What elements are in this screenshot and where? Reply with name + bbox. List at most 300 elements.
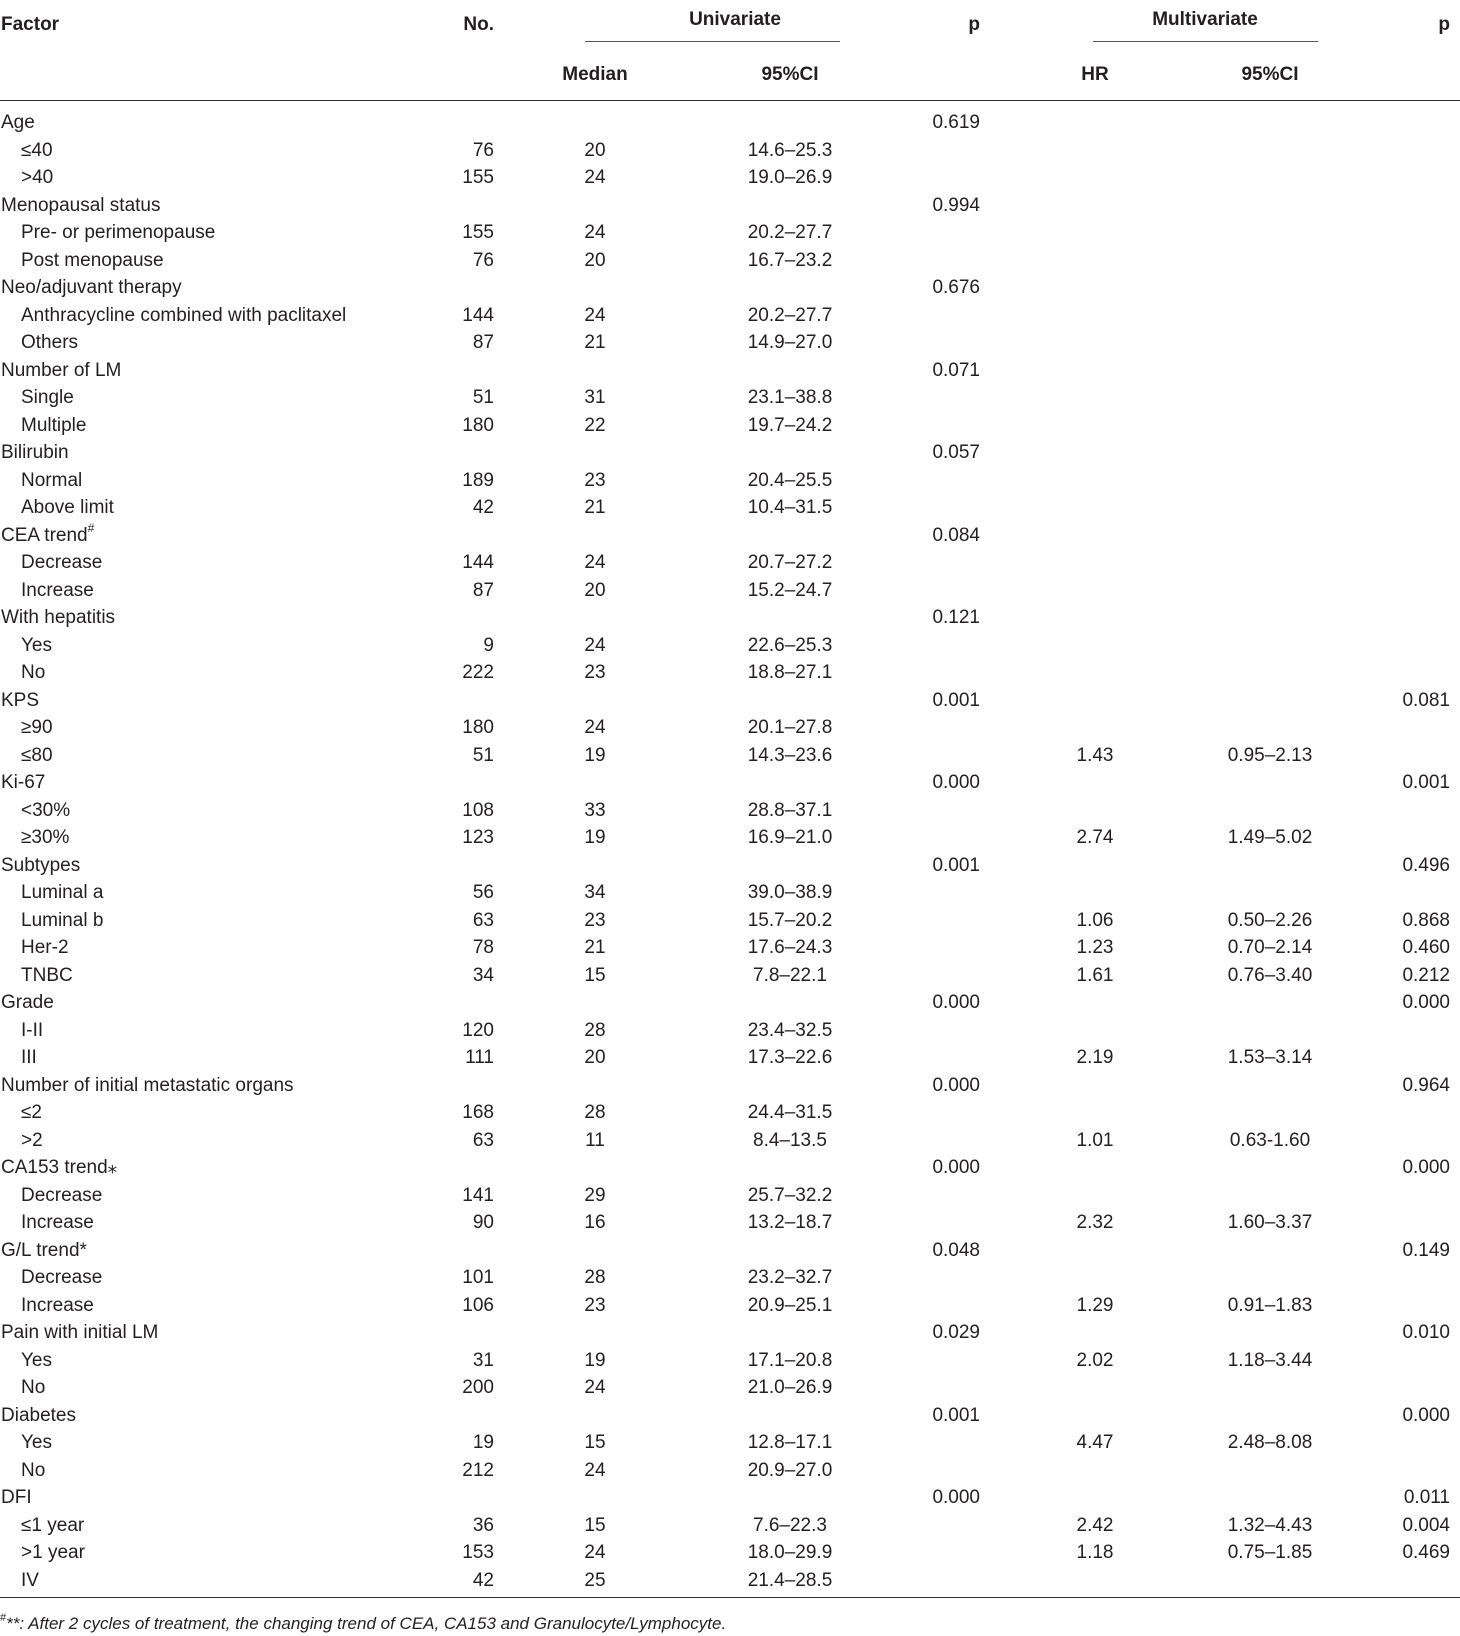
row-count [430, 1127, 540, 1155]
row-factor-text: Pre- or perimenopause [21, 222, 216, 243]
row-count [430, 577, 540, 605]
row-ci-univariate-text: 14.3–23.6 [747, 744, 833, 766]
row-hr-text: 1.23 [1076, 937, 1114, 958]
row-factor [0, 384, 430, 412]
row-ci-multivariate-text: 0.95–2.13 [1227, 744, 1313, 766]
row-p-multivariate-text: 0.001 [1402, 772, 1450, 793]
row-factor-text: CA153 trend⁎ [1, 1157, 118, 1178]
row-ci-multivariate [1150, 1292, 1350, 1320]
row-ci-univariate [650, 1457, 880, 1485]
row-factor-text: Normal [21, 469, 83, 491]
row-p-multivariate [1350, 714, 1460, 742]
row-p-multivariate [1350, 219, 1460, 247]
row-median [540, 412, 650, 440]
row-hr-text: 1.29 [1076, 1294, 1114, 1316]
row-hr [1040, 769, 1150, 797]
row-hr-text: 2.74 [1076, 827, 1114, 848]
univariate-rule [585, 41, 840, 42]
row-factor-text: DFI [1, 1487, 32, 1508]
row-hr [1040, 192, 1150, 220]
row-median-text: 33 [584, 799, 606, 821]
row-ci-univariate-text: 21.4–28.5 [747, 1569, 833, 1591]
row-count [430, 274, 540, 302]
row-ci-univariate [650, 137, 880, 165]
row-p-multivariate [1350, 357, 1460, 385]
row-p-multivariate-text: 0.004 [1402, 1514, 1450, 1536]
row-p-multivariate [1350, 1347, 1460, 1375]
row-count [430, 1457, 540, 1485]
row-p-univariate [880, 1072, 1040, 1100]
row-hr [1040, 357, 1150, 385]
row-ci-univariate [650, 467, 880, 495]
row-count [430, 769, 540, 797]
row-count [430, 357, 540, 385]
row-count-text: 42 [472, 1569, 494, 1591]
row-factor-text: Neo/adjuvant therapy [1, 277, 182, 298]
row-ci-univariate [650, 742, 880, 770]
row-median [540, 101, 650, 137]
row-ci-multivariate-text: 1.60–3.37 [1227, 1212, 1313, 1233]
row-ci-multivariate [1150, 1182, 1350, 1210]
row-median [540, 1237, 650, 1265]
row-ci-univariate-text: 15.2–24.7 [747, 579, 833, 601]
row-ci-univariate-text: 20.1–27.8 [747, 717, 833, 738]
row-p-univariate [880, 329, 1040, 357]
row-ci-univariate-text: 7.6–22.3 [753, 1514, 827, 1536]
row-ci-multivariate [1150, 467, 1350, 495]
table-row [0, 274, 1460, 302]
row-hr [1040, 384, 1150, 412]
row-ci-univariate [650, 357, 880, 385]
row-factor [0, 1457, 430, 1485]
row-count-text: 51 [472, 744, 494, 766]
row-median [540, 329, 650, 357]
row-ci-multivariate [1150, 192, 1350, 220]
row-p-univariate [880, 1264, 1040, 1292]
row-median [540, 1072, 650, 1100]
row-factor [0, 1154, 430, 1182]
row-ci-multivariate [1150, 659, 1350, 687]
row-factor-text: Luminal a [21, 882, 104, 903]
row-factor-text: >1 year [21, 1542, 85, 1563]
row-ci-multivariate [1150, 934, 1350, 962]
row-p-multivariate [1350, 1512, 1460, 1540]
row-ci-univariate [650, 1209, 880, 1237]
row-count-text: 180 [462, 717, 494, 738]
row-factor [0, 907, 430, 935]
row-factor-text: With hepatitis [1, 607, 116, 628]
header-hr: HR [1081, 64, 1109, 85]
row-ci-univariate [650, 852, 880, 880]
row-ci-multivariate [1150, 137, 1350, 165]
row-p-univariate [880, 274, 1040, 302]
row-p-univariate-text: 0.071 [932, 359, 980, 381]
row-p-univariate [880, 1154, 1040, 1182]
row-ci-multivariate-text: 0.50–2.26 [1227, 909, 1313, 931]
table-row [0, 907, 1460, 935]
row-ci-univariate [650, 549, 880, 577]
footnote-marker: # [87, 521, 95, 536]
row-hr [1040, 907, 1150, 935]
row-p-univariate-text: 0.001 [932, 689, 980, 711]
row-factor-text: Multiple [21, 414, 87, 436]
row-median [540, 1099, 650, 1127]
table-row [0, 439, 1460, 467]
row-ci-multivariate-text: 0.63-1.60 [1229, 1129, 1311, 1151]
row-median [540, 1567, 650, 1598]
row-factor-text: >2 [21, 1129, 43, 1151]
row-hr [1040, 1512, 1150, 1540]
row-p-multivariate-text: 0.011 [1403, 1487, 1450, 1508]
row-factor-text: Increase [21, 1294, 94, 1316]
row-p-univariate [880, 1017, 1040, 1045]
row-factor [0, 219, 430, 247]
row-hr [1040, 1264, 1150, 1292]
row-hr [1040, 1044, 1150, 1072]
row-ci-multivariate [1150, 1512, 1350, 1540]
row-p-multivariate [1350, 742, 1460, 770]
row-median [540, 1319, 650, 1347]
row-median-text: 16 [584, 1212, 606, 1233]
row-factor-text: ≥30% [21, 827, 70, 848]
row-hr [1040, 797, 1150, 825]
row-factor [0, 1429, 430, 1457]
row-p-multivariate [1350, 1237, 1460, 1265]
row-p-univariate [880, 357, 1040, 385]
row-ci-multivariate [1150, 769, 1350, 797]
row-p-univariate [880, 467, 1040, 495]
row-ci-univariate [650, 219, 880, 247]
row-count-text: 123 [462, 827, 494, 848]
row-median-text: 20 [584, 579, 606, 601]
row-count [430, 1044, 540, 1072]
row-ci-univariate-text: 17.6–24.3 [747, 937, 833, 958]
row-count [430, 714, 540, 742]
row-hr [1040, 1182, 1150, 1210]
row-p-univariate [880, 1374, 1040, 1402]
row-ci-univariate-text: 20.4–25.5 [747, 469, 833, 491]
row-median [540, 1292, 650, 1320]
row-factor [0, 137, 430, 165]
row-hr [1040, 632, 1150, 660]
row-factor [0, 247, 430, 275]
row-count [430, 384, 540, 412]
row-median-text: 25 [584, 1569, 606, 1591]
table-row [0, 1154, 1460, 1182]
row-ci-univariate-text: 20.9–25.1 [747, 1294, 833, 1316]
row-ci-multivariate-text: 0.91–1.83 [1227, 1294, 1313, 1316]
table-row [0, 879, 1460, 907]
row-count [430, 659, 540, 687]
row-median [540, 302, 650, 330]
row-factor-text: Increase [21, 579, 94, 601]
row-p-multivariate-text: 0.149 [1402, 1239, 1450, 1261]
row-factor-text: Above limit [21, 497, 114, 518]
row-count [430, 494, 540, 522]
row-count-text: 34 [472, 964, 494, 986]
row-median [540, 1429, 650, 1457]
row-factor [0, 1099, 430, 1127]
row-hr [1040, 1429, 1150, 1457]
row-factor [0, 1567, 430, 1598]
row-median [540, 549, 650, 577]
row-ci-multivariate [1150, 384, 1350, 412]
row-p-univariate [880, 164, 1040, 192]
multivariate-rule [1093, 41, 1318, 42]
row-ci-univariate [650, 962, 880, 990]
row-hr-text: 1.06 [1076, 909, 1114, 931]
row-median [540, 577, 650, 605]
row-count [430, 632, 540, 660]
row-hr [1040, 1374, 1150, 1402]
row-ci-univariate-text: 23.2–32.7 [747, 1267, 833, 1288]
row-p-multivariate [1350, 467, 1460, 495]
row-p-multivariate-text: 0.000 [1402, 1404, 1450, 1426]
row-factor-text: Yes [21, 1349, 52, 1371]
row-count [430, 1264, 540, 1292]
row-median [540, 1182, 650, 1210]
header-median: Median [562, 64, 628, 85]
row-ci-univariate-text: 15.7–20.2 [747, 909, 833, 931]
table-row [0, 412, 1460, 440]
row-ci-univariate-text: 8.4–13.5 [753, 1129, 827, 1151]
row-ci-univariate [650, 1264, 880, 1292]
row-p-multivariate [1350, 962, 1460, 990]
row-median-text: 29 [584, 1184, 606, 1206]
row-factor [0, 687, 430, 715]
row-median [540, 962, 650, 990]
table-row [0, 1209, 1460, 1237]
row-ci-univariate [650, 769, 880, 797]
row-ci-univariate [650, 934, 880, 962]
table-row [0, 1264, 1460, 1292]
row-ci-univariate [650, 577, 880, 605]
row-median [540, 494, 650, 522]
row-ci-univariate-text: 18.8–27.1 [747, 662, 833, 683]
row-median-text: 28 [584, 1267, 606, 1288]
row-count-text: 120 [462, 1019, 494, 1041]
row-factor [0, 852, 430, 880]
row-p-univariate [880, 1484, 1040, 1512]
row-hr [1040, 1127, 1150, 1155]
row-hr [1040, 742, 1150, 770]
row-count [430, 1017, 540, 1045]
row-factor [0, 989, 430, 1017]
table-footnote [0, 1614, 726, 1634]
row-count [430, 1567, 540, 1598]
row-ci-multivariate [1150, 274, 1350, 302]
row-ci-univariate [650, 274, 880, 302]
row-hr [1040, 164, 1150, 192]
row-p-multivariate [1350, 1099, 1460, 1127]
row-ci-multivariate [1150, 1154, 1350, 1182]
row-factor-text: III [21, 1047, 37, 1068]
row-p-univariate [880, 247, 1040, 275]
row-p-multivariate [1350, 302, 1460, 330]
row-count-text: 189 [462, 469, 494, 491]
row-median [540, 1484, 650, 1512]
table-row [0, 1292, 1460, 1320]
row-ci-multivariate [1150, 1127, 1350, 1155]
row-p-multivariate [1350, 192, 1460, 220]
row-count-text: 155 [462, 167, 494, 188]
row-count [430, 1512, 540, 1540]
row-count [430, 604, 540, 632]
row-median-text: 31 [584, 387, 606, 408]
row-p-univariate [880, 1292, 1040, 1320]
header-multivariate: Multivariate [1152, 8, 1258, 30]
row-ci-univariate-text: 18.0–29.9 [747, 1542, 833, 1563]
row-hr-text: 1.01 [1076, 1129, 1114, 1151]
table-row [0, 1044, 1460, 1072]
row-hr-text: 2.19 [1076, 1047, 1114, 1068]
row-ci-multivariate [1150, 1044, 1350, 1072]
row-ci-univariate-text: 25.7–32.2 [747, 1184, 833, 1206]
row-ci-multivariate [1150, 604, 1350, 632]
row-factor [0, 329, 430, 357]
row-ci-univariate-text: 16.9–21.0 [747, 827, 833, 848]
row-factor-text: IV [21, 1569, 39, 1591]
table-row [0, 192, 1460, 220]
row-factor [0, 467, 430, 495]
row-median-text: 24 [584, 304, 606, 326]
row-p-multivariate-text: 0.212 [1402, 964, 1450, 986]
row-p-multivariate-text: 0.964 [1402, 1074, 1450, 1096]
row-ci-univariate [650, 1567, 880, 1598]
row-hr [1040, 1292, 1150, 1320]
row-median-text: 24 [584, 634, 606, 656]
row-ci-multivariate [1150, 1209, 1350, 1237]
row-p-multivariate [1350, 687, 1460, 715]
table-row [0, 329, 1460, 357]
table-row [0, 1374, 1460, 1402]
row-ci-univariate-text: 14.6–25.3 [747, 139, 833, 161]
row-ci-multivariate [1150, 577, 1350, 605]
row-p-multivariate [1350, 1539, 1460, 1567]
row-hr [1040, 1484, 1150, 1512]
row-factor-text: Bilirubin [1, 442, 69, 463]
row-p-univariate [880, 1044, 1040, 1072]
row-hr [1040, 852, 1150, 880]
header-no: No. [463, 14, 494, 35]
row-ci-multivariate [1150, 164, 1350, 192]
row-ci-multivariate [1150, 219, 1350, 247]
row-p-multivariate [1350, 1567, 1460, 1598]
row-p-multivariate-text: 0.469 [1402, 1542, 1450, 1563]
row-ci-univariate-text: 28.8–37.1 [747, 799, 833, 821]
row-ci-univariate [650, 1237, 880, 1265]
row-factor-text: Her-2 [21, 937, 69, 958]
row-ci-univariate [650, 101, 880, 137]
row-ci-univariate-text: 7.8–22.1 [753, 964, 827, 986]
row-ci-univariate-text: 10.4–31.5 [747, 497, 833, 518]
row-p-multivariate [1350, 934, 1460, 962]
row-p-multivariate [1350, 879, 1460, 907]
row-median-text: 21 [584, 937, 606, 958]
row-factor [0, 357, 430, 385]
row-p-univariate-text: 0.121 [932, 607, 980, 628]
row-count-text: 9 [483, 634, 494, 656]
row-count [430, 907, 540, 935]
row-ci-multivariate [1150, 1017, 1350, 1045]
row-median-text: 24 [584, 1377, 606, 1398]
table-row [0, 1512, 1460, 1540]
row-factor [0, 1209, 430, 1237]
row-hr [1040, 329, 1150, 357]
row-median [540, 1539, 650, 1567]
row-count-text: 101 [462, 1267, 494, 1288]
row-factor-text: ≤1 year [21, 1514, 85, 1536]
row-ci-univariate [650, 1374, 880, 1402]
row-factor-text: Menopausal status [1, 194, 161, 216]
row-median-text: 15 [584, 1514, 606, 1536]
table-row [0, 1237, 1460, 1265]
row-factor-text: No [21, 1377, 46, 1398]
row-factor [0, 824, 430, 852]
row-factor-text: KPS [1, 689, 40, 711]
row-factor [0, 769, 430, 797]
row-factor-text: Subtypes [1, 854, 81, 876]
row-median [540, 687, 650, 715]
row-median [540, 219, 650, 247]
row-ci-univariate [650, 439, 880, 467]
row-p-univariate [880, 1182, 1040, 1210]
row-ci-multivariate-text: 2.48–8.08 [1227, 1432, 1313, 1453]
row-p-univariate [880, 1512, 1040, 1540]
row-count-text: 78 [472, 937, 494, 958]
row-count [430, 137, 540, 165]
row-count-text: 155 [462, 222, 494, 243]
row-ci-univariate [650, 1017, 880, 1045]
row-ci-univariate [650, 494, 880, 522]
row-ci-univariate [650, 659, 880, 687]
row-p-multivariate [1350, 247, 1460, 275]
row-median [540, 824, 650, 852]
row-ci-multivariate [1150, 797, 1350, 825]
table-row [0, 467, 1460, 495]
row-count [430, 879, 540, 907]
row-count [430, 549, 540, 577]
row-median [540, 934, 650, 962]
table-body [0, 101, 1460, 1598]
row-ci-univariate [650, 1154, 880, 1182]
row-p-univariate-text: 0.000 [932, 1157, 980, 1178]
row-ci-multivariate [1150, 1072, 1350, 1100]
row-factor [0, 439, 430, 467]
row-median [540, 274, 650, 302]
row-count-text: 19 [472, 1432, 494, 1453]
row-ci-multivariate [1150, 101, 1350, 137]
row-p-univariate [880, 219, 1040, 247]
table-row [0, 989, 1460, 1017]
header-multivariate-group [1040, 0, 1350, 50]
row-ci-univariate-text: 19.7–24.2 [747, 414, 833, 436]
footnote-text: **: After 2 cycles of treatment, the changing trend of CEA, CA153 and Granulocyte/Lymphocyte. [6, 1614, 727, 1633]
footnote-marker: # [0, 1612, 7, 1625]
row-factor-text: CEA trend [1, 524, 88, 546]
row-count [430, 467, 540, 495]
row-p-multivariate [1350, 1429, 1460, 1457]
row-factor-text: G/L trend* [1, 1239, 87, 1261]
row-ci-multivariate [1150, 247, 1350, 275]
row-factor-text: Number of LM [1, 359, 122, 381]
row-factor [0, 1182, 430, 1210]
row-median [540, 384, 650, 412]
row-p-univariate [880, 439, 1040, 467]
row-hr [1040, 879, 1150, 907]
row-median [540, 742, 650, 770]
row-p-univariate [880, 1457, 1040, 1485]
